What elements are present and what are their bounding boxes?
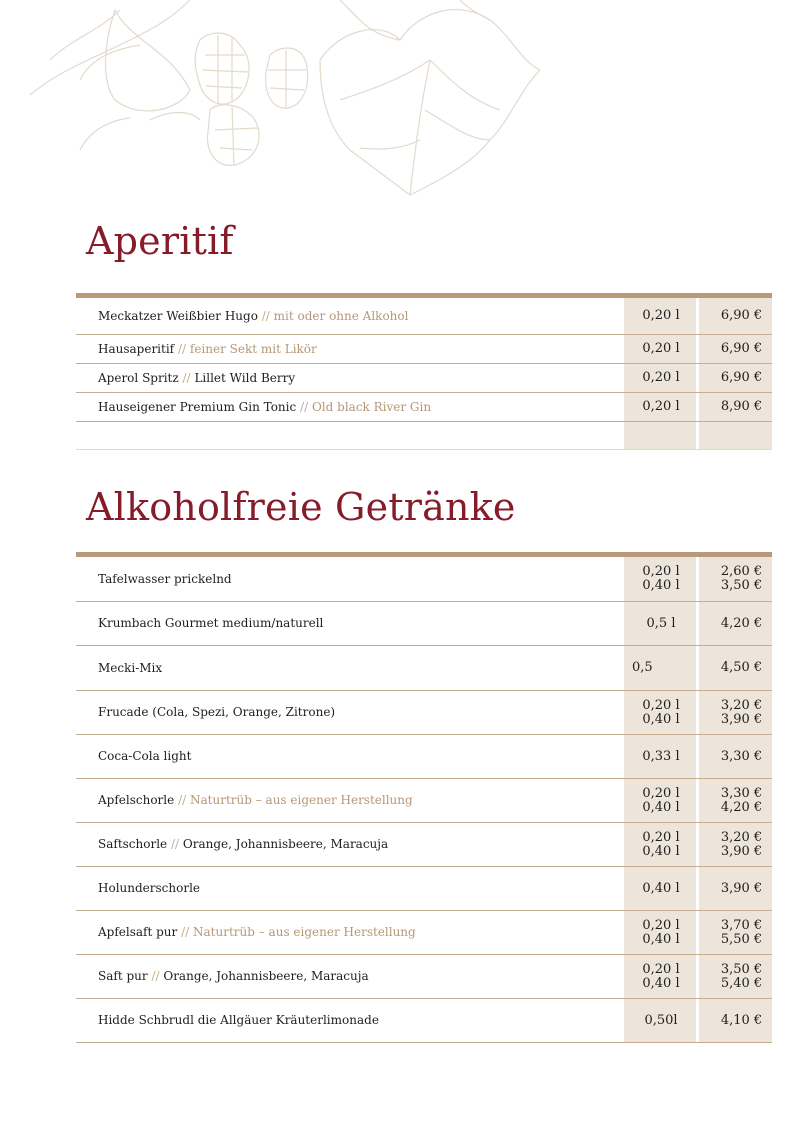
price: 3,20 € bbox=[720, 829, 763, 845]
price: 6,90 € bbox=[720, 341, 763, 356]
price-cell bbox=[699, 602, 772, 645]
menu-row-blank bbox=[76, 422, 772, 450]
price-cell bbox=[699, 955, 772, 998]
menu-row bbox=[76, 999, 772, 1043]
volume: 0,20 l bbox=[642, 697, 680, 713]
price-cell bbox=[699, 422, 772, 449]
item-title: Krumbach Gourmet medium/naturell bbox=[98, 616, 324, 631]
volume: 0,40 l bbox=[642, 880, 680, 896]
volume-cell bbox=[624, 955, 696, 998]
volume-cell bbox=[624, 646, 696, 690]
menu-row bbox=[76, 393, 772, 422]
menu-row bbox=[76, 867, 772, 911]
menu-row bbox=[76, 955, 772, 999]
volume-cell bbox=[624, 911, 696, 954]
item-name bbox=[76, 572, 624, 586]
item-title: Hauseigener Premium Gin Tonic bbox=[98, 399, 297, 414]
item-name bbox=[76, 749, 624, 763]
separator: // bbox=[151, 969, 160, 984]
volume-cell bbox=[624, 823, 696, 866]
item-description: Naturtrüb – aus eigener Herstellung bbox=[193, 925, 416, 940]
item-variant: Orange, Johannisbeere, Maracuja bbox=[182, 837, 389, 852]
item-title: Meckatzer Weißbier Hugo bbox=[98, 308, 258, 323]
section-title-aperitif: Aperitif bbox=[86, 219, 234, 263]
separator: // bbox=[177, 341, 187, 356]
price-cell bbox=[699, 911, 772, 954]
volume: 0,20 l bbox=[642, 370, 680, 385]
volume: 0,20 l bbox=[642, 341, 680, 356]
item-description: Naturtrüb – aus eigener Herstellung bbox=[190, 793, 413, 808]
price: 8,90 € bbox=[720, 399, 763, 414]
menu-row bbox=[76, 646, 772, 691]
price-cell bbox=[699, 557, 772, 601]
volume: 0,33 l bbox=[642, 748, 680, 764]
menu-row bbox=[76, 557, 772, 602]
price: 3,20 € bbox=[720, 697, 763, 713]
price: 6,90 € bbox=[720, 370, 763, 385]
volume-cell bbox=[624, 298, 696, 334]
item-description: Old black River Gin bbox=[311, 399, 432, 414]
volume: 0,20 l bbox=[642, 399, 680, 414]
volume: 0,20 l bbox=[642, 917, 680, 933]
price-cell bbox=[699, 691, 772, 734]
volume-cell bbox=[624, 867, 696, 910]
menu-row bbox=[76, 602, 772, 646]
menu-row bbox=[76, 298, 772, 335]
item-name bbox=[76, 793, 624, 807]
volume-cell bbox=[624, 364, 696, 392]
separator: // bbox=[178, 793, 187, 808]
volume: 0,20 l bbox=[642, 785, 680, 801]
item-name bbox=[76, 1013, 624, 1027]
volume: 0,40 l bbox=[642, 799, 680, 815]
item-title: Frucade (Cola, Spezi, Orange, Zitrone) bbox=[98, 705, 336, 720]
aperitif-table bbox=[76, 293, 772, 450]
volume: 0,20 l bbox=[642, 564, 680, 579]
item-title: Hausaperitif bbox=[98, 341, 175, 356]
price-cell bbox=[699, 364, 772, 392]
price: 4,10 € bbox=[720, 1012, 763, 1028]
price-cell bbox=[699, 298, 772, 334]
price-cell bbox=[699, 867, 772, 910]
price-cell bbox=[699, 823, 772, 866]
volume: 0,40 l bbox=[642, 843, 680, 859]
price: 2,60 € bbox=[720, 564, 763, 579]
menu-row bbox=[76, 364, 772, 393]
price: 3,30 € bbox=[720, 785, 763, 801]
item-name bbox=[76, 400, 624, 414]
item-title: Holunderschorle bbox=[98, 881, 201, 896]
volume-cell bbox=[624, 557, 696, 601]
item-name bbox=[76, 969, 624, 983]
volume-cell bbox=[624, 691, 696, 734]
menu-row bbox=[76, 779, 772, 823]
item-variant: Orange, Johannisbeere, Maracuja bbox=[163, 969, 369, 984]
item-title: Aperol Spritz bbox=[98, 370, 179, 385]
volume: 0,40 l bbox=[642, 711, 680, 727]
price: 3,70 € bbox=[720, 917, 763, 933]
menu-row bbox=[76, 823, 772, 867]
price: 3,50 € bbox=[720, 961, 763, 977]
item-description: mit oder ohne Alkohol bbox=[273, 308, 409, 323]
item-name bbox=[76, 661, 624, 675]
volume: 0,20 l bbox=[642, 961, 680, 977]
volume-cell bbox=[624, 735, 696, 778]
price: 3,90 € bbox=[720, 880, 763, 896]
item-title: Apfelsaft pur bbox=[98, 925, 178, 940]
item-description: feiner Sekt mit Likör bbox=[189, 341, 317, 356]
separator: // bbox=[170, 837, 180, 852]
price: 4,50 € bbox=[720, 660, 763, 675]
price: 6,90 € bbox=[720, 308, 763, 323]
price-cell bbox=[699, 335, 772, 363]
item-title: Coca-Cola light bbox=[98, 749, 192, 764]
price-cell bbox=[699, 393, 772, 421]
menu-row bbox=[76, 735, 772, 779]
price-cell bbox=[699, 646, 772, 690]
separator: // bbox=[181, 925, 190, 940]
volume-cell bbox=[624, 422, 696, 449]
item-name bbox=[76, 309, 624, 323]
item-title: Hidde Schbrudl die Allgäuer Kräuterlimonade bbox=[98, 1013, 379, 1028]
volume-cell bbox=[624, 779, 696, 822]
volume: 0,40 l bbox=[642, 975, 680, 991]
separator: // bbox=[261, 308, 270, 323]
item-name bbox=[76, 705, 624, 719]
price-cell bbox=[699, 779, 772, 822]
volume-cell bbox=[624, 393, 696, 421]
item-name bbox=[76, 837, 624, 851]
menu-row bbox=[76, 691, 772, 735]
price: 3,90 € bbox=[720, 711, 763, 727]
softdrinks-table bbox=[76, 552, 772, 1043]
item-name bbox=[76, 925, 624, 939]
price: 5,50 € bbox=[720, 931, 763, 947]
price: 3,90 € bbox=[720, 843, 763, 859]
hops-leaf-illustration bbox=[20, 0, 540, 205]
volume: 0,20 l bbox=[642, 829, 680, 845]
price: 4,20 € bbox=[720, 799, 763, 815]
item-title: Mecki-Mix bbox=[98, 660, 163, 675]
volume: 0,40 l bbox=[642, 578, 680, 593]
price-cell bbox=[699, 735, 772, 778]
item-title: Tafelwasser prickelnd bbox=[98, 571, 232, 586]
item-name bbox=[76, 616, 624, 630]
price-cell bbox=[699, 999, 772, 1042]
price: 3,50 € bbox=[720, 578, 763, 593]
volume: 0,40 l bbox=[642, 931, 680, 947]
price: 4,20 € bbox=[720, 615, 763, 631]
item-title: Saft pur bbox=[98, 969, 148, 984]
section-title-softdrinks: Alkoholfreie Getränke bbox=[86, 485, 516, 529]
volume-cell bbox=[624, 602, 696, 645]
volume: 0,20 l bbox=[642, 308, 680, 323]
item-name bbox=[76, 881, 624, 895]
separator: // bbox=[300, 399, 309, 414]
item-title: Apfelschorle bbox=[98, 793, 175, 808]
separator: // bbox=[182, 370, 191, 385]
volume-cell bbox=[624, 335, 696, 363]
volume: 0,5 l bbox=[646, 615, 676, 631]
menu-row bbox=[76, 335, 772, 364]
menu-row bbox=[76, 911, 772, 955]
item-name bbox=[76, 371, 624, 385]
item-name bbox=[76, 342, 624, 356]
volume-cell bbox=[624, 999, 696, 1042]
volume: 0,5 bbox=[632, 660, 653, 675]
item-variant: Lillet Wild Berry bbox=[194, 370, 296, 385]
price: 5,40 € bbox=[720, 975, 763, 991]
price: 3,30 € bbox=[720, 748, 763, 764]
volume: 0,50l bbox=[644, 1012, 678, 1028]
item-title: Saftschorle bbox=[98, 837, 168, 852]
